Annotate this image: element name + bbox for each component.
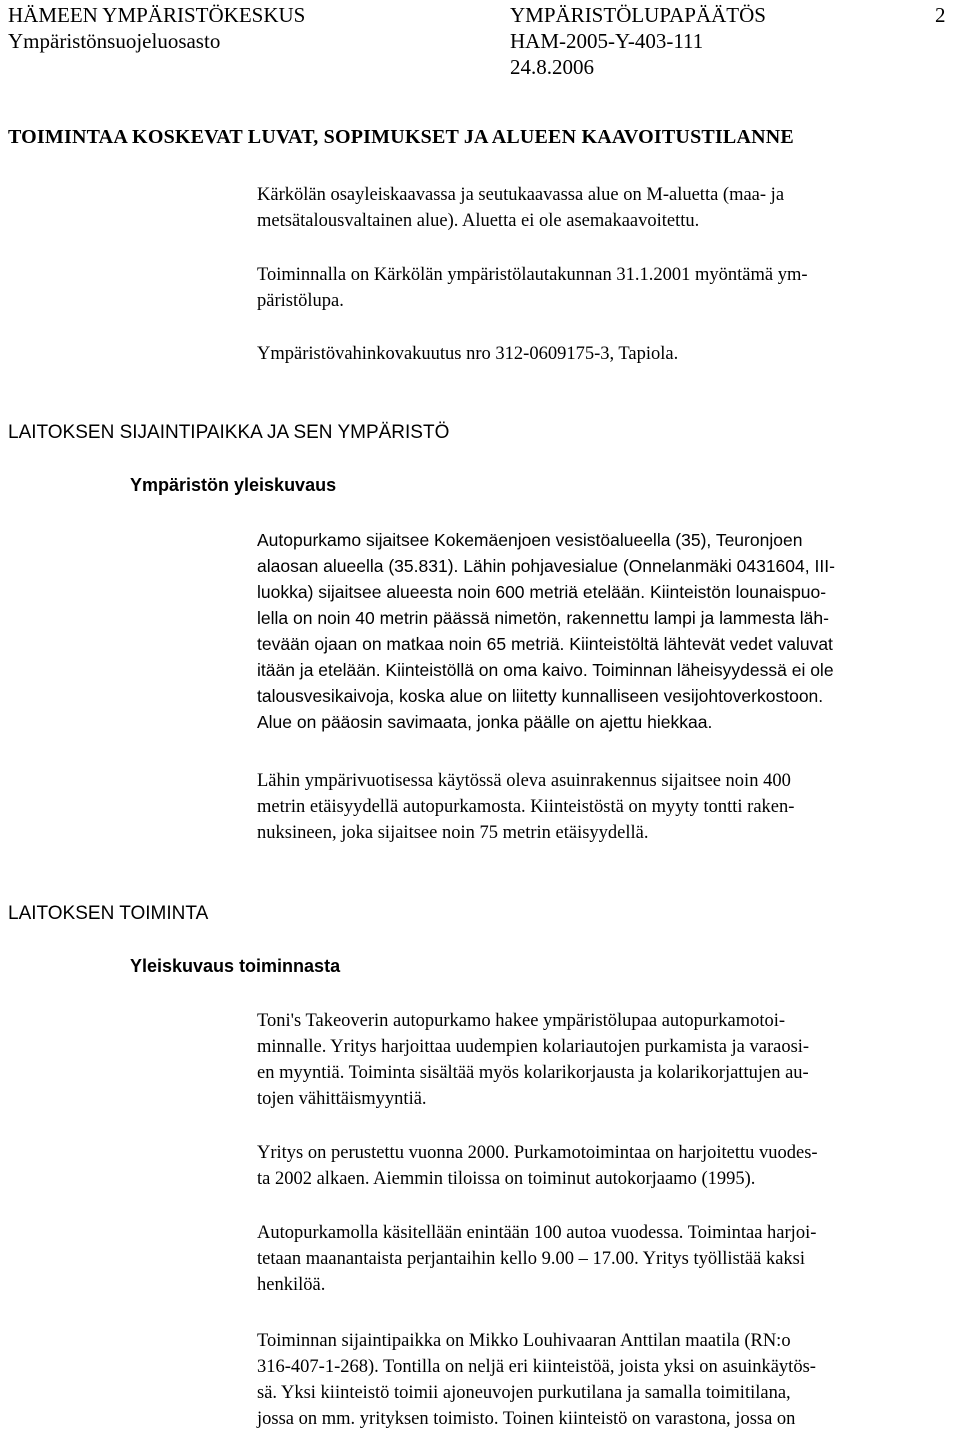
text-line: Toni's Takeoverin autopurkamo hakee ympäristölupaa autopurkamotoi- — [257, 1011, 786, 1031]
paragraph — [257, 262, 957, 314]
text-line: luokka) sijaitsee alueesta noin 600 metriä etelään. Kiinteistön lounaispuo- — [257, 582, 827, 602]
header-date: 24.8.2006 — [510, 55, 594, 79]
text-line: Ympäristövahinkovakuutus nro 312-0609175-3, Tapiola. — [257, 344, 679, 364]
subsection-title-environment: Ympäristön yleiskuvaus — [130, 475, 337, 495]
header-org: HÄMEEN YMPÄRISTÖKESKUS — [8, 3, 306, 27]
text-line: metsätalousvaltainen alue). Aluetta ei ole asemakaavoitettu. — [257, 211, 700, 231]
header-doc-type: YMPÄRISTÖLUPAPÄÄTÖS — [510, 3, 766, 27]
text-line: tevään ojaan on matkaa noin 65 metriä. Kiinteistöltä lähtevät vedet valuvat — [257, 634, 833, 654]
text-line: Autopurkamolla käsitellään enintään 100 autoa vuodessa. Toimintaa harjoi- — [257, 1223, 817, 1243]
text-line: 316-407-1-268). Tontilla on neljä eri kiinteistöä, joista yksi on asuinkäytös- — [257, 1357, 816, 1377]
section-title-operation: LAITOKSEN TOIMINTA — [8, 903, 209, 924]
text-line: henkilöä. — [257, 1275, 326, 1295]
text-line: Lähin ympärivuotisessa käytössä oleva asuinrakennus sijaitsee noin 400 — [257, 771, 791, 791]
paragraph — [257, 1140, 957, 1192]
text-line: itään ja etelään. Kiinteistöllä on oma kaivo. Toiminnan läheisyydessä ei ole — [257, 660, 834, 680]
text-line: en myyntiä. Toiminta sisältää myös kolarikorjausta ja kolarikorjattujen au- — [257, 1063, 809, 1083]
paragraph — [257, 768, 957, 846]
paragraph — [257, 182, 957, 234]
header-dept: Ympäristönsuojeluosasto — [8, 29, 221, 53]
header-page-number: 2 — [935, 3, 946, 27]
text-line: Autopurkamo sijaitsee Kokemäenjoen vesistöalueella (35), Teuronjoen — [257, 530, 803, 550]
text-line: päristölupa. — [257, 291, 344, 311]
paragraph — [257, 1220, 957, 1298]
text-line: lella on noin 40 metrin päässä nimetön, rakennettu lampi ja lammesta läh- — [257, 608, 829, 628]
text-line: ta 2002 alkaen. Aiemmin tiloissa on toiminut autokorjaamo (1995). — [257, 1169, 756, 1189]
paragraph — [257, 1328, 957, 1432]
text-line: Kärkölän osayleiskaavassa ja seutukaavassa alue on M-aluetta (maa- ja — [257, 185, 785, 205]
text-line: jossa on mm. yrityksen toimisto. Toinen kiinteistö on varastona, jossa on — [257, 1409, 796, 1429]
text-line: tojen vähittäismyyntiä. — [257, 1089, 427, 1109]
text-line: Alue on pääosin savimaata, jonka päälle on ajettu hiekkaa. — [257, 712, 713, 732]
text-line: talousvesikaivoja, koska alue on liitetty kunnalliseen vesijohtoverkostoon. — [257, 686, 824, 706]
text-line: tetaan maanantaista perjantaihin kello 9.00 – 17.00. Yritys työllistää kaksi — [257, 1249, 806, 1269]
subsection-title-operation-overview: Yleiskuvaus toiminnasta — [130, 956, 341, 976]
text-line: Toiminnan sijaintipaikka on Mikko Louhivaaran Anttilan maatila (RN:o — [257, 1331, 791, 1351]
section-title-permits: TOIMINTAA KOSKEVAT LUVAT, SOPIMUKSET JA ALUEEN KAAVOITUSTILANNE — [8, 126, 794, 148]
text-line: sä. Yksi kiinteistö toimii ajoneuvojen purkutilana ja samalla toimitilana, — [257, 1383, 791, 1403]
text-line: metrin etäisyydellä autopurkamosta. Kiinteistöstä on myyty tontti raken- — [257, 797, 795, 817]
text-line: minnalle. Yritys harjoittaa uudempien kolariautojen purkamista ja varaosi- — [257, 1037, 810, 1057]
text-line: alaosan alueella (35.831). Lähin pohjavesialue (Onnelanmäki 0431604, III- — [257, 556, 835, 576]
paragraph — [257, 1008, 957, 1112]
header-doc-number: HAM-2005-Y-403-111 — [510, 29, 704, 53]
text-line: Toiminnalla on Kärkölän ympäristölautakunnan 31.1.2001 myöntämä ym- — [257, 265, 808, 285]
section-title-location: LAITOKSEN SIJAINTIPAIKKA JA SEN YMPÄRISTÖ — [8, 422, 450, 443]
paragraph — [257, 527, 957, 735]
text-line: nuksineen, joka sijaitsee noin 75 metrin etäisyydellä. — [257, 823, 649, 843]
paragraph — [257, 341, 957, 367]
text-line: Yritys on perustettu vuonna 2000. Purkamotoimintaa on harjoitettu vuodes- — [257, 1143, 818, 1163]
